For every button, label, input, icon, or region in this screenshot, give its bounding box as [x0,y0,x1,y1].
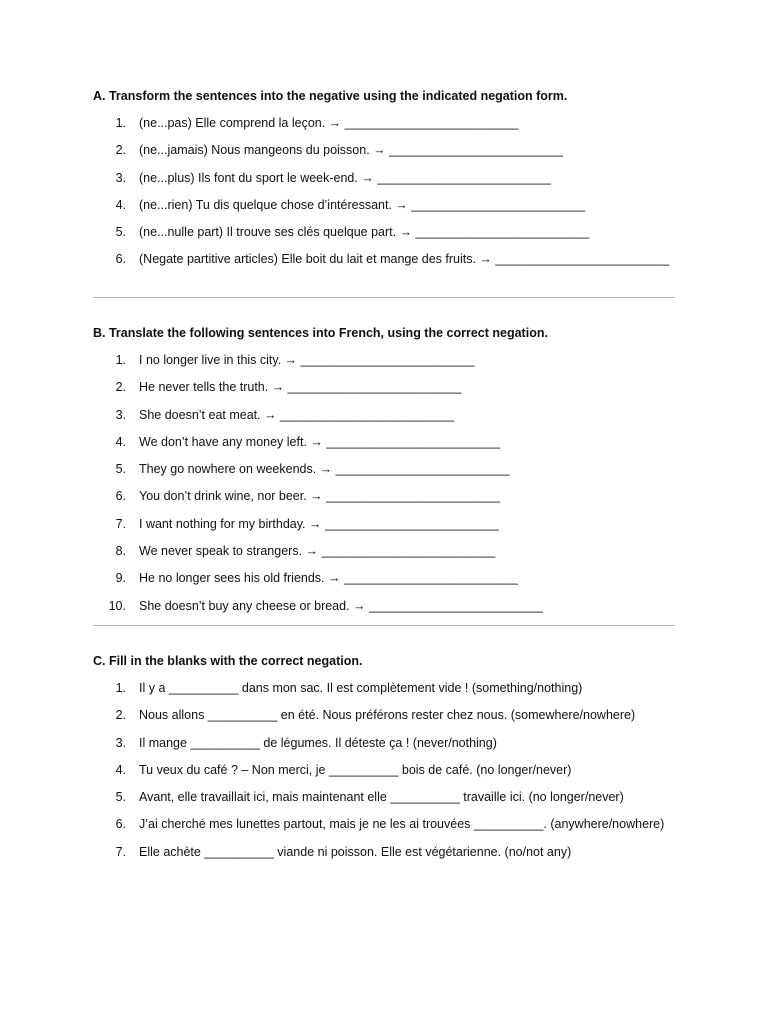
item-number: 6. [115,252,126,267]
item-text: I no longer live in this city. → _________________________ [139,353,475,367]
item-text: They go nowhere on weekends. → _________________________ [139,462,510,477]
item-number: 8. [115,544,126,559]
item-number: 3. [115,735,126,750]
section-b-list [93,352,675,614]
section-c [93,653,675,871]
item-number: 9. [115,571,126,586]
item-number: 1. [115,116,126,130]
section-b-heading: B. Translate the following sentences into French, using the correct negation. [93,326,548,340]
section-divider [93,625,675,626]
item-number: 1. [115,353,126,367]
list-item [93,461,675,477]
item-text: We never speak to strangers. → _________________________ [139,544,496,559]
list-item [93,407,675,423]
item-number: 4. [115,197,126,212]
item-number: 3. [115,407,126,422]
item-text: (ne...pas) Elle comprend la leçon. → _________________________ [139,116,519,130]
item-text: She doesn’t eat meat. → _________________________ [139,407,454,422]
list-item [93,434,675,450]
list-item [93,251,675,267]
item-text: Tu veux du café ? – Non merci, je __________ bois de café. (no longer/never) [139,762,572,777]
section-c-list [93,680,675,860]
list-item [93,197,675,213]
list-item [93,707,675,723]
list-item [93,735,675,751]
item-text: You don’t drink wine, nor beer. → _________________________ [139,489,500,504]
list-item [93,488,675,504]
item-number: 3. [115,170,126,185]
item-text: He never tells the truth. → _________________________ [139,380,462,395]
item-number: 5. [115,790,126,805]
section-c-heading: C. Fill in the blanks with the correct negation. [93,654,363,668]
item-number: 2. [115,380,126,395]
item-text: Il y a __________ dans mon sac. Il est complètement vide ! (something/nothing) [139,681,583,695]
item-number: 5. [115,225,126,240]
item-text: (ne...rien) Tu dis quelque chose d’intéressant. → _________________________ [139,197,586,212]
list-item [93,115,675,131]
list-item [93,570,675,586]
item-number: 5. [115,462,126,477]
item-text: Elle achète __________ viande ni poisson. Elle est végétarienne. (no/not any) [139,844,572,859]
item-text: (ne...jamais) Nous mangeons du poisson. → _________________________ [139,143,563,158]
list-item [93,844,675,860]
list-item [93,598,675,614]
item-number: 2. [115,708,126,723]
item-number: 7. [115,844,126,859]
item-text: Il mange __________ de légumes. Il déteste ça ! (never/nothing) [139,735,497,750]
list-item [93,762,675,778]
list-item [93,379,675,395]
item-text: (ne...plus) Ils font du sport le week-end. → _________________________ [139,170,552,185]
list-item [93,816,675,832]
list-item [93,789,675,805]
item-number: 4. [115,434,126,449]
item-text: He no longer sees his old friends. → _________________________ [139,571,518,586]
list-item [93,680,675,696]
item-text: She doesn’t buy any cheese or bread. → _________________________ [139,598,543,613]
item-number: 10. [108,598,126,613]
item-number: 2. [115,143,126,158]
section-a-list [93,115,675,267]
item-text: We don’t have any money left. → _________________________ [139,434,501,449]
section-b [93,325,675,625]
list-item [93,516,675,532]
list-item [93,543,675,559]
item-text: Avant, elle travaillait ici, mais maintenant elle __________ travaille ici. (no longer/never) [139,790,624,805]
item-number: 6. [115,817,126,832]
section-divider [93,297,675,298]
item-number: 6. [115,489,126,504]
list-item [93,352,675,368]
list-item [93,142,675,158]
item-number: 1. [115,681,126,695]
item-text: J’ai cherché mes lunettes partout, mais je ne les ai trouvées __________. (anywhere/nowhere) [139,817,665,832]
item-text: I want nothing for my birthday. → _________________________ [139,516,499,531]
section-a [93,88,675,279]
item-text: (ne...nulle part) Il trouve ses clés quelque part. → _________________________ [139,225,590,240]
list-item [93,224,675,240]
item-number: 7. [115,516,126,531]
list-item [93,170,675,186]
item-text: (Negate partitive articles) Elle boit du lait et mange des fruits. → _________________________ [139,252,670,267]
section-a-heading: A. Transform the sentences into the negative using the indicated negation form. [93,89,568,103]
item-text: Nous allons __________ en été. Nous préférons rester chez nous. (somewhere/nowhere) [139,708,636,723]
item-number: 4. [115,762,126,777]
